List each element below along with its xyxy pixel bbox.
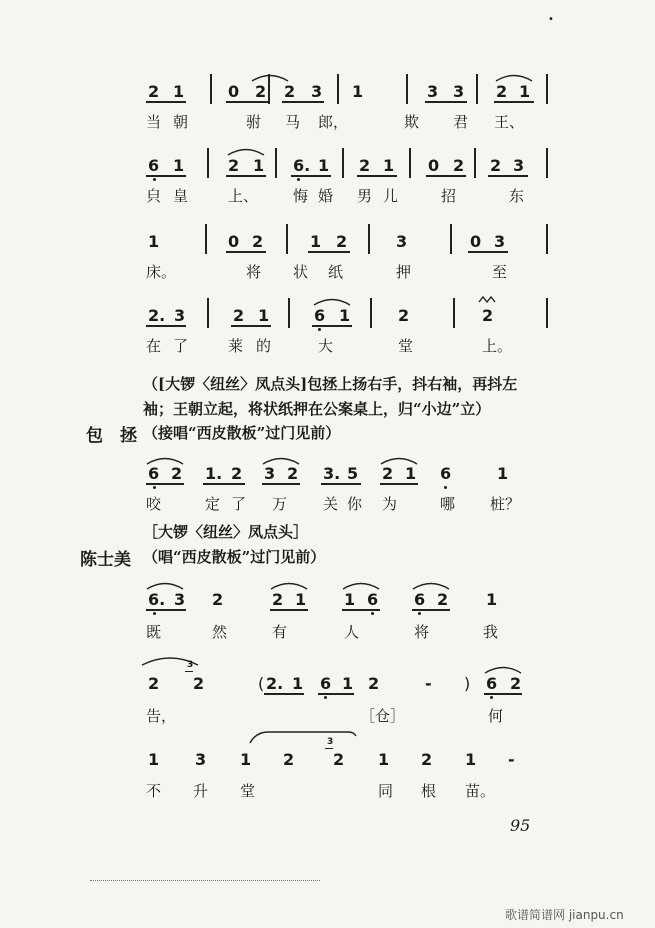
lyric: 欺 [404, 113, 420, 131]
lyric: 哪 [440, 495, 456, 513]
lyric: 堂 [398, 337, 414, 355]
note: 3 [494, 232, 506, 251]
underline [312, 325, 352, 327]
lyric: 押 [396, 263, 412, 281]
note: 6. [293, 156, 311, 175]
note: 6 [486, 674, 498, 693]
note: 2 [193, 674, 205, 693]
note: 1 [378, 750, 390, 769]
lyric: 不 [146, 782, 162, 800]
note: 1 [342, 674, 354, 693]
note: 6 [367, 590, 379, 609]
stage-direction-line-2: 袖；王朝立起，将状纸押在公案桌上，归“小边”立） [143, 400, 491, 418]
lyric: 升 [193, 782, 209, 800]
bar-line [450, 224, 452, 254]
note: 3. [323, 464, 341, 483]
underline [282, 101, 324, 103]
lyric: 㒵 [146, 187, 162, 205]
watermark: 歌谱简谱网 jianpu.cn [505, 908, 624, 922]
note: 6 [148, 156, 160, 175]
bar-line [453, 298, 455, 328]
note: 2 [453, 156, 465, 175]
underline [321, 483, 361, 485]
underline [226, 251, 266, 253]
note: 2 [382, 464, 394, 483]
underline [146, 101, 186, 103]
bar-line [546, 74, 548, 104]
lyric: 在 [146, 337, 162, 355]
lyric: 然 [212, 623, 228, 641]
lyric: 将 [246, 263, 262, 281]
underline [146, 609, 186, 611]
low-dot [318, 328, 321, 331]
note: 2 [482, 306, 494, 325]
bar-line [275, 148, 277, 178]
note: 0 [470, 232, 482, 251]
note: 1 [339, 306, 351, 325]
note: 1 [253, 156, 265, 175]
note: 2. [266, 674, 284, 693]
bar-line [409, 148, 411, 178]
underline [146, 483, 184, 485]
lyric: 皇 [173, 187, 189, 205]
grace-underline [325, 748, 333, 749]
lyric: 大 [318, 337, 334, 355]
bar-line [546, 148, 548, 178]
bar-line [546, 298, 548, 328]
top-mark: • [548, 14, 554, 25]
lyric: 状 [293, 263, 309, 281]
note: 6. [148, 590, 166, 609]
bar-line [207, 298, 209, 328]
lyric: 王、 [494, 113, 525, 131]
note: 3 [311, 82, 323, 101]
lyric: 悔 [293, 187, 309, 205]
lyric: 根 [421, 782, 437, 800]
low-dot [490, 696, 493, 699]
lyric: 了 [173, 337, 189, 355]
note: 2 [336, 232, 348, 251]
note: 2 [510, 674, 522, 693]
rest-dash: - [425, 674, 432, 693]
note: 2 [148, 674, 160, 693]
note: 3 [427, 82, 439, 101]
underline [380, 483, 418, 485]
lyric: 万 [272, 495, 288, 513]
note: 6 [148, 464, 160, 483]
underline [468, 251, 508, 253]
underline [226, 101, 268, 103]
lyric: 上、 [228, 187, 259, 205]
note: 2 [421, 750, 433, 769]
bar-line [286, 224, 288, 254]
slur [248, 730, 358, 744]
grace-note: 3 [187, 660, 194, 670]
paren-close: ) [464, 674, 471, 693]
underline [270, 609, 308, 611]
speaker-bao-zheng: 包 拯 [86, 426, 137, 446]
note: 2 [437, 590, 449, 609]
note: 0 [228, 82, 240, 101]
bar-line [546, 224, 548, 254]
note: 1 [486, 590, 498, 609]
trill-mark [478, 296, 496, 304]
lyric: 有 [272, 623, 288, 641]
note: 1 [148, 232, 160, 251]
low-dot [153, 178, 156, 181]
scan-edge [90, 880, 320, 881]
note: 1 [383, 156, 395, 175]
speaker-direction: （唱“西皮散板”过门见前） [143, 548, 326, 566]
low-dot [444, 486, 447, 489]
note: 6 [314, 306, 326, 325]
note: 2 [272, 590, 284, 609]
underline [226, 175, 266, 177]
lyric: 当 [146, 113, 162, 131]
lyric: 马 [285, 113, 301, 131]
lyric: 郎， [318, 113, 349, 131]
lyric: 床。 [146, 263, 177, 281]
slur [226, 146, 266, 156]
note: 1 [258, 306, 270, 325]
note: 2 [171, 464, 183, 483]
underline [357, 175, 397, 177]
slur [269, 580, 309, 590]
slur [250, 72, 290, 82]
note: 2 [148, 82, 160, 101]
underline [412, 609, 450, 611]
lyric: 告， [146, 707, 177, 725]
note: 2 [233, 306, 245, 325]
note: 3 [195, 750, 207, 769]
note: 6 [414, 590, 426, 609]
note: 1 [405, 464, 417, 483]
lyric: 桩？ [490, 495, 521, 513]
note: 1 [240, 750, 252, 769]
underline [262, 483, 300, 485]
note: 2 [287, 464, 299, 483]
grace-note: 3 [327, 737, 334, 747]
underline [203, 483, 245, 485]
note: 2. [148, 306, 166, 325]
lyric: 朝 [173, 113, 189, 131]
underline [146, 175, 186, 177]
lyric: 纸 [328, 263, 344, 281]
note: 3 [174, 306, 186, 325]
lyric: 君 [453, 113, 469, 131]
lyric: 儿 [383, 187, 399, 205]
speaker-chen-shimei: 陈士美 [80, 550, 131, 570]
underline [318, 693, 354, 695]
note: 2 [490, 156, 502, 175]
underline [425, 101, 467, 103]
note: 5 [347, 464, 359, 483]
bar-line [337, 74, 339, 104]
lyric: 上。 [482, 337, 513, 355]
stage-direction-line-1: （[大锣〈纽丝〉凤点头]包拯上扬右手，抖右袖，再抖左 [143, 375, 518, 393]
page-number: 95 [510, 816, 531, 835]
bar-line [207, 148, 209, 178]
lyric: 堂 [240, 782, 256, 800]
note: 0 [228, 232, 240, 251]
lyric: 同 [378, 782, 394, 800]
note: 1. [205, 464, 223, 483]
note: 3 [264, 464, 276, 483]
lyric: 至 [492, 263, 508, 281]
grace-underline [185, 671, 193, 672]
lyric: 男 [357, 187, 373, 205]
note: 3 [453, 82, 465, 101]
note: 2 [283, 750, 295, 769]
note: 1 [497, 464, 509, 483]
lyric: 何 [488, 707, 504, 725]
note: 2 [359, 156, 371, 175]
note: 2 [255, 82, 267, 101]
underline [291, 175, 331, 177]
underline [146, 325, 186, 327]
note: 1 [173, 156, 185, 175]
low-dot [324, 696, 327, 699]
note: 1 [295, 590, 307, 609]
bar-line [268, 74, 270, 104]
note: 6 [440, 464, 452, 483]
rest-dash: - [508, 750, 515, 769]
note: 1 [173, 82, 185, 101]
low-dot [418, 612, 421, 615]
note: 3 [396, 232, 408, 251]
lyric: 驸 [246, 113, 262, 131]
underline [308, 251, 350, 253]
note: 0 [428, 156, 440, 175]
slur [312, 296, 352, 306]
lyric: 人 [344, 623, 360, 641]
lyric: 的 [256, 337, 272, 355]
underline [342, 609, 380, 611]
low-dot [153, 486, 156, 489]
underline [484, 693, 522, 695]
lyric: 将 [414, 623, 430, 641]
speaker-direction: （接唱“西皮散板”过门见前） [143, 424, 341, 442]
note: 1 [465, 750, 477, 769]
slur [411, 580, 451, 590]
bracket-label: ［仓］ [360, 707, 406, 725]
lyric: 我 [483, 623, 499, 641]
slur [341, 580, 381, 590]
underline [264, 693, 304, 695]
note: 2 [333, 750, 345, 769]
slur [494, 72, 534, 82]
note: 3 [174, 590, 186, 609]
note: 1 [148, 750, 160, 769]
lyric: 为 [382, 495, 398, 513]
lyric: 咬 [146, 495, 162, 513]
underline [231, 325, 271, 327]
lyric: 了 [231, 495, 247, 513]
note: 1 [352, 82, 364, 101]
bar-line [342, 148, 344, 178]
note: 2 [284, 82, 296, 101]
slur [145, 580, 185, 590]
note: 2 [231, 464, 243, 483]
note: 1 [519, 82, 531, 101]
bar-line [210, 74, 212, 104]
underline [488, 175, 528, 177]
note: 2 [368, 674, 380, 693]
slur [483, 664, 523, 674]
lyric: 招 [441, 187, 457, 205]
low-dot [371, 612, 374, 615]
note: 1 [292, 674, 304, 693]
note: 2 [398, 306, 410, 325]
paren-open: ( [258, 674, 265, 693]
note: 6 [320, 674, 332, 693]
low-dot [153, 612, 156, 615]
note: 2 [212, 590, 224, 609]
underline [494, 101, 534, 103]
note: 1 [310, 232, 322, 251]
bar-line [474, 148, 476, 178]
percussion-cue: ［大锣〈纽丝〉凤点头］ [143, 523, 309, 541]
lyric: 你 [347, 495, 363, 513]
note: 3 [513, 156, 525, 175]
lyric: 定 [205, 495, 221, 513]
lyric: 莱 [228, 337, 244, 355]
lyric: 婚 [318, 187, 334, 205]
underline [426, 175, 466, 177]
low-dot [297, 178, 300, 181]
note: 2 [496, 82, 508, 101]
lyric: 苗。 [465, 782, 496, 800]
note: 2 [252, 232, 264, 251]
bar-line [406, 74, 408, 104]
lyric: 既 [146, 623, 162, 641]
bar-line [288, 298, 290, 328]
note: 2 [228, 156, 240, 175]
bar-line [368, 224, 370, 254]
lyric: 关 [323, 495, 339, 513]
bar-line [476, 74, 478, 104]
bar-line [205, 224, 207, 254]
note: 1 [318, 156, 330, 175]
lyric: 东 [509, 187, 525, 205]
note: 1 [344, 590, 356, 609]
bar-line [370, 298, 372, 328]
